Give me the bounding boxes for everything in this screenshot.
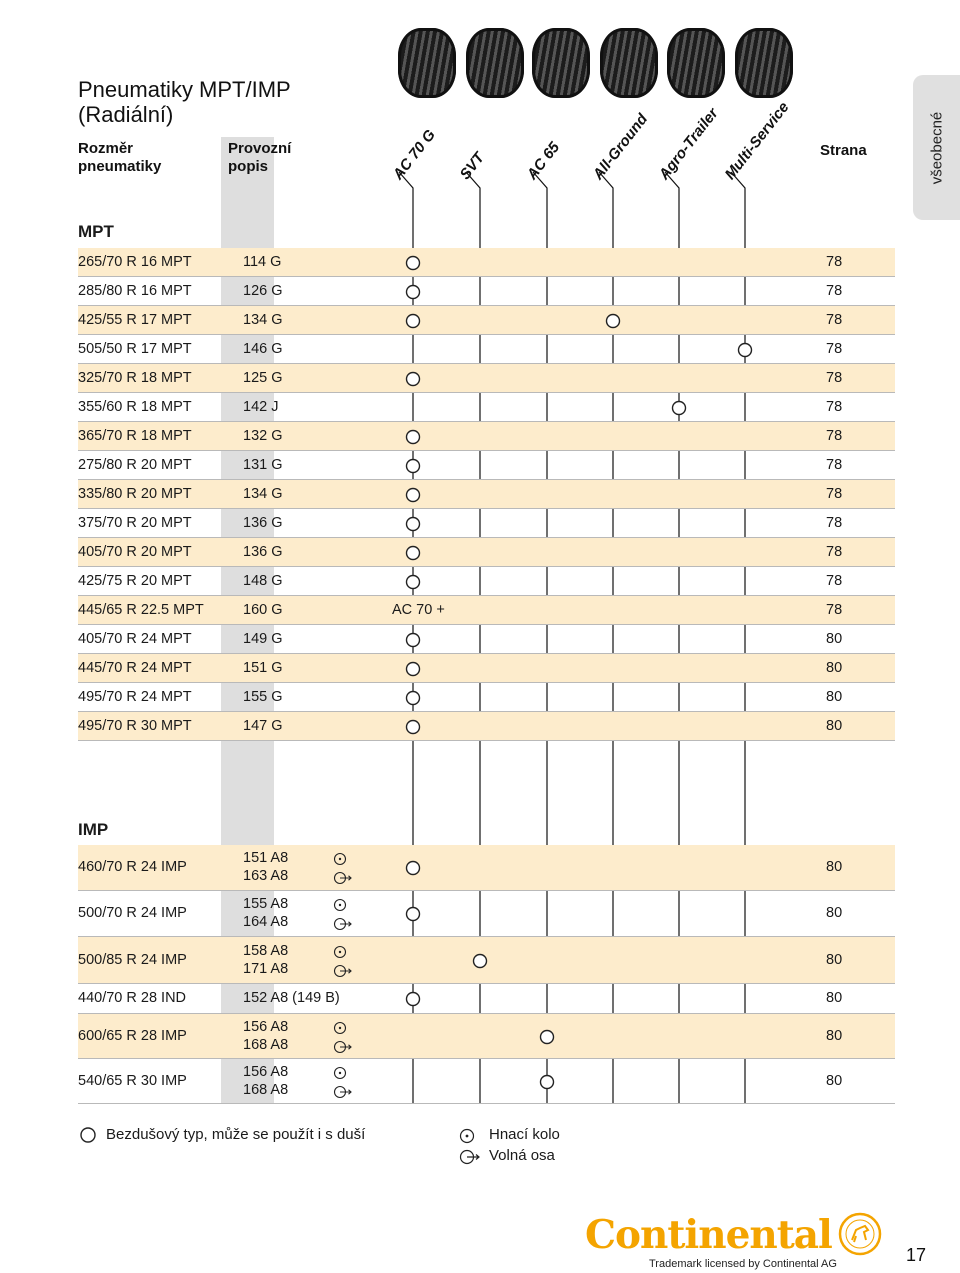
horse-emblem-icon bbox=[838, 1212, 882, 1256]
tire-size: 495/70 R 30 MPT bbox=[78, 718, 192, 734]
tubeless-circle-icon bbox=[78, 1125, 98, 1145]
service-description: 131 G bbox=[243, 457, 283, 473]
free-axle-icon bbox=[333, 1085, 355, 1099]
tubeless-circle-icon bbox=[404, 990, 422, 1008]
page-ref: 80 bbox=[826, 689, 843, 705]
page-ref: 78 bbox=[826, 602, 843, 618]
tire-size: 460/70 R 24 IMP bbox=[78, 859, 187, 875]
tubeless-circle-icon bbox=[404, 370, 422, 388]
tire-size: 500/70 R 24 IMP bbox=[78, 905, 187, 921]
tire-size: 265/70 R 16 MPT bbox=[78, 254, 192, 270]
page-number: 17 bbox=[906, 1245, 927, 1265]
legend-tubeless: Bezdušový typ, může se použít i s duší bbox=[106, 1126, 366, 1143]
page-title: Pneumatiky MPT/IMP (Radiální) bbox=[78, 77, 291, 127]
page-ref: 80 bbox=[826, 859, 843, 875]
column-heading-0: AC 70 G bbox=[389, 126, 439, 183]
drive-wheel-icon bbox=[458, 1127, 482, 1145]
page-ref: 78 bbox=[826, 341, 843, 357]
service-description-drive: 151 A8 bbox=[243, 850, 289, 866]
service-description: 142 J bbox=[243, 399, 279, 415]
tire-size: 325/70 R 18 MPT bbox=[78, 370, 192, 386]
table-row bbox=[78, 335, 895, 364]
table-row bbox=[78, 451, 895, 480]
side-tab-label: všeobecné bbox=[928, 111, 945, 184]
page-ref: 80 bbox=[826, 660, 843, 676]
service-description: 125 G bbox=[243, 370, 283, 386]
page-ref: 78 bbox=[826, 573, 843, 589]
continental-logo: Continental bbox=[585, 1212, 832, 1258]
size-header: Rozměr pneumatiky bbox=[78, 140, 162, 175]
service-description: 151 G bbox=[243, 660, 283, 676]
table-row bbox=[78, 538, 895, 567]
drive-wheel-icon bbox=[333, 898, 355, 912]
tire-size: 505/50 R 17 MPT bbox=[78, 341, 192, 357]
free-axle-icon bbox=[458, 1148, 484, 1166]
tire-size: 445/65 R 22.5 MPT bbox=[78, 602, 204, 618]
tubeless-circle-icon bbox=[404, 905, 422, 923]
tubeless-circle-icon bbox=[404, 486, 422, 504]
tire-size: 425/55 R 17 MPT bbox=[78, 312, 192, 328]
page-ref: 78 bbox=[826, 428, 843, 444]
service-description: 147 G bbox=[243, 718, 283, 734]
service-description: 152 A8 (149 B) bbox=[243, 990, 340, 1006]
service-description-drive: 156 A8 bbox=[243, 1018, 289, 1035]
tubeless-circle-icon bbox=[404, 631, 422, 649]
mpt-section-title: MPT bbox=[78, 222, 114, 241]
column-heading-4: Agro-Trailer bbox=[655, 105, 722, 183]
table-row bbox=[78, 654, 895, 683]
table-row bbox=[78, 480, 895, 509]
page-ref: 78 bbox=[826, 544, 843, 560]
drive-wheel-icon bbox=[333, 1021, 355, 1035]
table-row bbox=[78, 306, 895, 335]
tubeless-circle-icon bbox=[404, 660, 422, 678]
service-description: 136 G bbox=[243, 515, 283, 531]
tubeless-circle-icon bbox=[736, 341, 754, 359]
tire-size: 375/70 R 20 MPT bbox=[78, 515, 192, 531]
tubeless-circle-icon bbox=[404, 428, 422, 446]
legend-free: Volná osa bbox=[489, 1147, 555, 1164]
tubeless-circle-icon bbox=[670, 399, 688, 417]
tubeless-circle-icon bbox=[471, 952, 489, 970]
free-axle-icon bbox=[333, 1040, 355, 1054]
tubeless-circle-icon bbox=[538, 1028, 556, 1046]
tubeless-circle-icon bbox=[404, 859, 422, 877]
page-ref: 80 bbox=[826, 1027, 843, 1044]
table-row bbox=[78, 567, 895, 596]
tire-size: 495/70 R 24 MPT bbox=[78, 689, 192, 705]
page-ref: 80 bbox=[826, 718, 843, 734]
tubeless-circle-icon bbox=[404, 283, 422, 301]
table-row bbox=[78, 712, 895, 741]
drive-wheel-icon bbox=[333, 1066, 355, 1080]
tubeless-circle-icon bbox=[404, 312, 422, 330]
service-description-drive: 155 A8 bbox=[243, 896, 289, 912]
service-description-drive: 156 A8 bbox=[243, 1063, 289, 1080]
tubeless-circle-icon bbox=[404, 718, 422, 736]
free-axle-icon bbox=[333, 964, 355, 978]
service-description-free: 168 A8 bbox=[243, 1081, 289, 1098]
page-ref: 78 bbox=[826, 399, 843, 415]
tire-size: 405/70 R 24 MPT bbox=[78, 631, 192, 647]
column-heading-5: Multi-Service bbox=[721, 98, 793, 183]
table-row bbox=[78, 509, 895, 538]
page-ref: 80 bbox=[826, 905, 843, 921]
table-row bbox=[78, 364, 895, 393]
tire-size: 405/70 R 20 MPT bbox=[78, 544, 192, 560]
tire-size: 425/75 R 20 MPT bbox=[78, 573, 192, 589]
tire-size: 365/70 R 18 MPT bbox=[78, 428, 192, 444]
service-description-free: 163 A8 bbox=[243, 868, 289, 884]
service-description: 114 G bbox=[243, 254, 282, 270]
table-row bbox=[78, 596, 895, 625]
page-header: Strana bbox=[820, 142, 867, 159]
table-row bbox=[78, 937, 895, 984]
page-ref: 78 bbox=[826, 312, 843, 328]
table-row bbox=[78, 984, 895, 1014]
table-row bbox=[78, 277, 895, 306]
service-description-free: 168 A8 bbox=[243, 1036, 289, 1053]
tire-size: 275/80 R 20 MPT bbox=[78, 457, 192, 473]
page-ref: 78 bbox=[826, 283, 843, 299]
service-description: 148 G bbox=[243, 573, 283, 589]
service-description-free: 171 A8 bbox=[243, 960, 289, 977]
table-row bbox=[78, 422, 895, 451]
tubeless-circle-icon bbox=[404, 254, 422, 272]
free-axle-icon bbox=[333, 917, 355, 931]
service-description: 132 G bbox=[243, 428, 283, 444]
column-heading-1: SVT bbox=[456, 149, 488, 183]
tire-size: 500/85 R 24 IMP bbox=[78, 951, 187, 968]
drive-wheel-icon bbox=[333, 852, 355, 866]
service-header: Provozní popis bbox=[228, 140, 292, 175]
page-ref: 80 bbox=[826, 1072, 843, 1089]
service-description: 146 G bbox=[243, 341, 283, 357]
service-description: 149 G bbox=[243, 631, 283, 647]
table-row bbox=[78, 845, 895, 891]
table-row bbox=[78, 248, 895, 277]
table-row bbox=[78, 1059, 895, 1104]
tire-size: 540/65 R 30 IMP bbox=[78, 1072, 187, 1089]
tire-size: 440/70 R 28 IND bbox=[78, 990, 187, 1006]
table-row bbox=[78, 683, 895, 712]
table-row bbox=[78, 891, 895, 937]
tubeless-circle-icon bbox=[404, 573, 422, 591]
service-description-drive: 158 A8 bbox=[243, 942, 289, 959]
tire-size: 355/60 R 18 MPT bbox=[78, 399, 192, 415]
table-row bbox=[78, 625, 895, 654]
legend-drive: Hnací kolo bbox=[489, 1126, 560, 1143]
tubeless-circle-icon bbox=[404, 544, 422, 562]
imp-section-title: IMP bbox=[78, 820, 109, 839]
tire-size: 445/70 R 24 MPT bbox=[78, 660, 192, 676]
tubeless-circle-icon bbox=[404, 515, 422, 533]
page-ref: 80 bbox=[826, 951, 843, 968]
tubeless-circle-icon bbox=[404, 457, 422, 475]
page-ref: 78 bbox=[826, 457, 843, 473]
column-heading-2: AC 65 bbox=[523, 139, 564, 183]
page-ref: 78 bbox=[826, 486, 843, 502]
tire-size: 285/80 R 16 MPT bbox=[78, 283, 192, 299]
service-description: 155 G bbox=[243, 689, 283, 705]
table-row bbox=[78, 393, 895, 422]
page-ref: 80 bbox=[826, 990, 843, 1006]
page-ref: 78 bbox=[826, 515, 843, 531]
trademark-note: Trademark licensed by Continental AG bbox=[649, 1258, 837, 1270]
free-axle-icon bbox=[333, 871, 355, 885]
page-ref: 78 bbox=[826, 254, 843, 270]
table-row bbox=[78, 1014, 895, 1059]
service-description: 134 G bbox=[243, 312, 283, 328]
service-description: 160 G bbox=[243, 602, 283, 618]
tire-size: 335/80 R 20 MPT bbox=[78, 486, 192, 502]
variant-note: AC 70 + bbox=[392, 602, 445, 618]
tubeless-circle-icon bbox=[604, 312, 622, 330]
page-ref: 80 bbox=[826, 631, 843, 647]
service-description: 136 G bbox=[243, 544, 283, 560]
column-heading-3: All-Ground bbox=[589, 110, 652, 183]
service-description: 134 G bbox=[243, 486, 283, 502]
drive-wheel-icon bbox=[333, 945, 355, 959]
tire-size: 600/65 R 28 IMP bbox=[78, 1027, 187, 1044]
service-description: 126 G bbox=[243, 283, 283, 299]
tubeless-circle-icon bbox=[404, 689, 422, 707]
service-description-free: 164 A8 bbox=[243, 914, 289, 930]
tubeless-circle-icon bbox=[538, 1073, 556, 1091]
page-ref: 78 bbox=[826, 370, 843, 386]
